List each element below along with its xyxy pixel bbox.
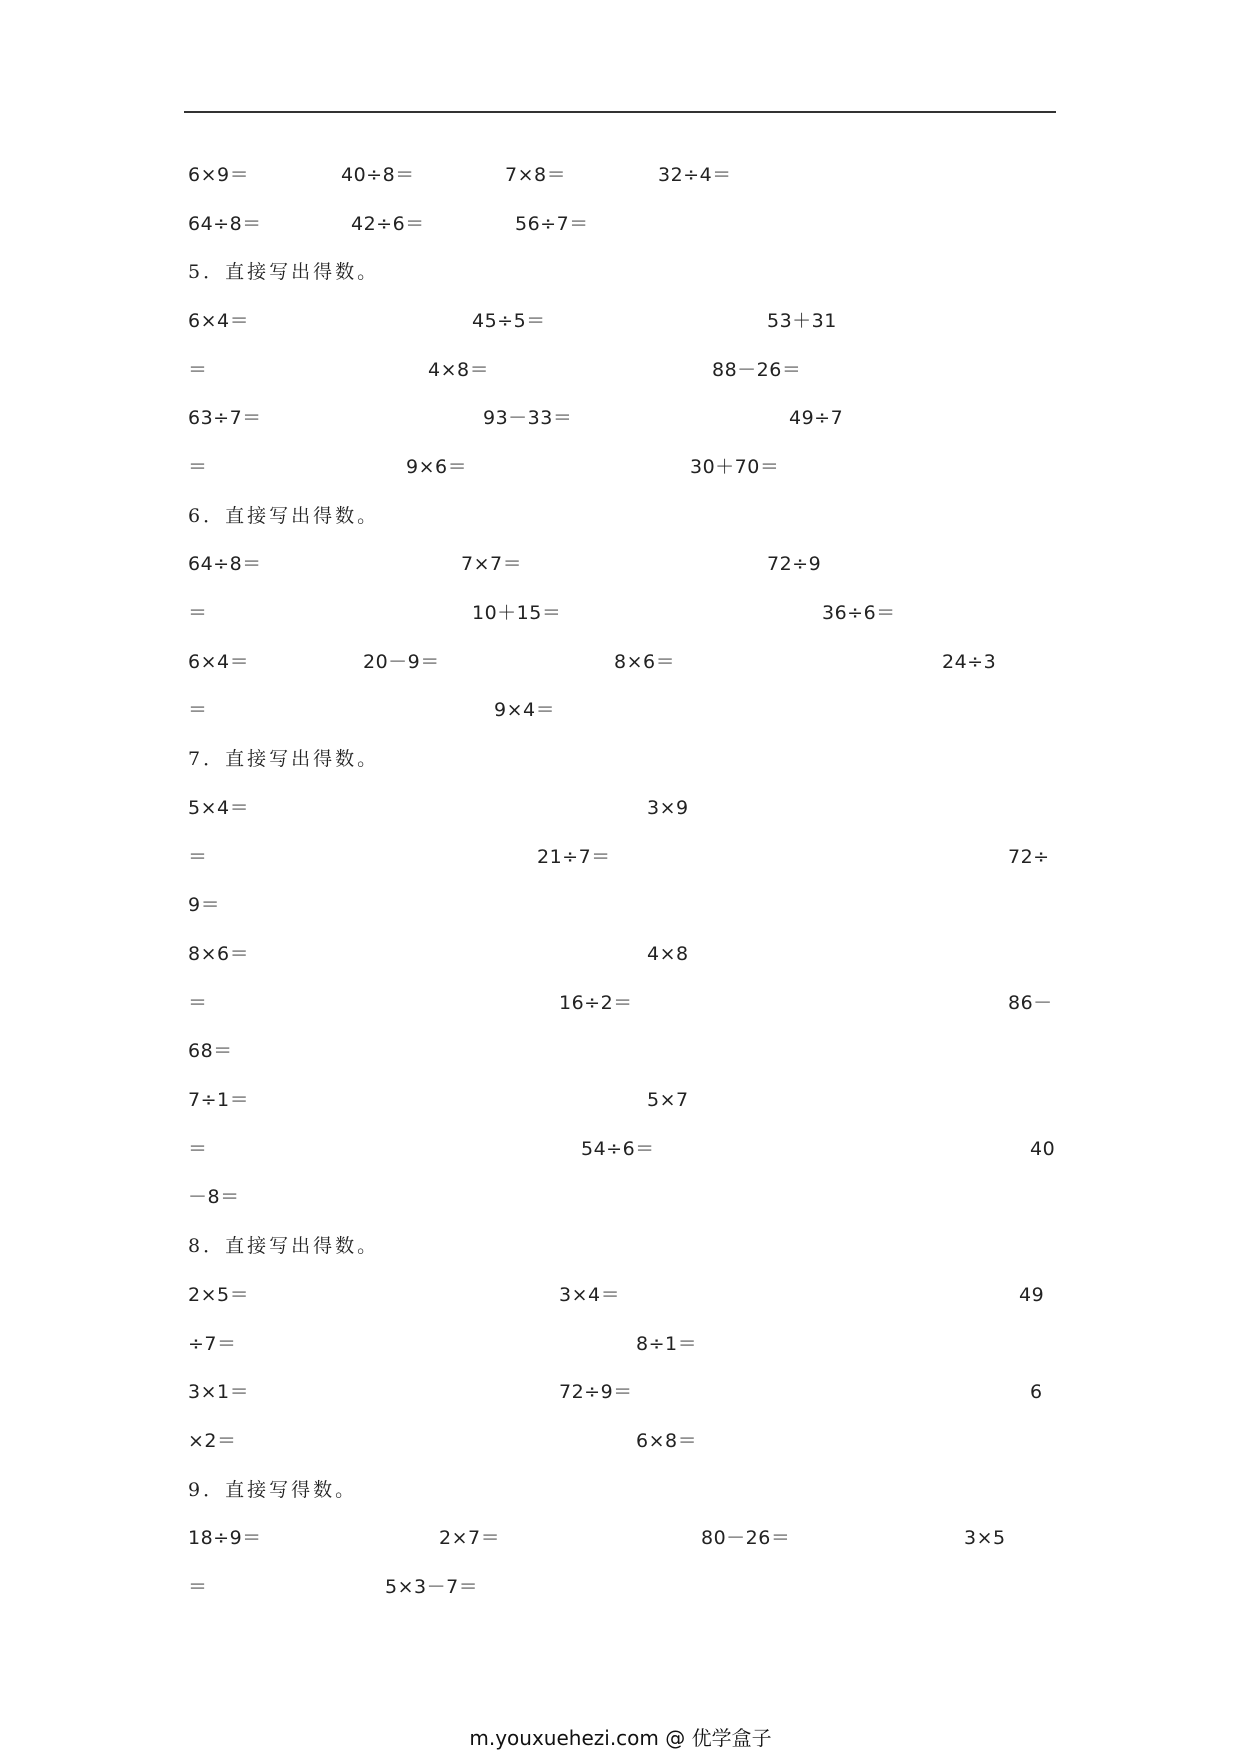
problem: 4×8 xyxy=(647,943,689,965)
problem: 7÷1＝ xyxy=(188,1089,250,1111)
problem: 5×4＝ xyxy=(188,797,250,819)
problem: ＝ xyxy=(188,992,208,1014)
problem: 7×7＝ xyxy=(461,553,523,575)
problem: 30＋70＝ xyxy=(690,456,780,478)
problem: 49 xyxy=(1019,1284,1045,1306)
problem: 5×7 xyxy=(647,1089,689,1111)
problem: 24÷3 xyxy=(942,651,997,673)
problem: 6×9＝ xyxy=(188,164,250,186)
problem: 16÷2＝ xyxy=(559,992,633,1014)
problem: ＝ xyxy=(188,359,208,381)
problem: 3×9 xyxy=(647,797,689,819)
problem: 3×1＝ xyxy=(188,1381,250,1403)
problem: 21÷7＝ xyxy=(537,846,611,868)
problem: 80－26＝ xyxy=(701,1527,791,1549)
problem: 54÷6＝ xyxy=(581,1138,655,1160)
problem: 6 xyxy=(1030,1381,1043,1403)
problem: 20－9＝ xyxy=(363,651,440,673)
problem: 8÷1＝ xyxy=(636,1333,698,1355)
problem: ＝ xyxy=(188,699,208,721)
problem: 72÷9＝ xyxy=(559,1381,633,1403)
problem: 8×6＝ xyxy=(188,943,250,965)
problem: 88－26＝ xyxy=(712,359,802,381)
problem: ×2＝ xyxy=(188,1430,237,1452)
question-heading: 9．直接写得数。 xyxy=(188,1479,358,1501)
problem: 9×4＝ xyxy=(494,699,556,721)
header-rule xyxy=(184,111,1056,113)
question-heading: 7．直接写出得数。 xyxy=(188,748,380,770)
problem: 6×8＝ xyxy=(636,1430,698,1452)
problem: ＝ xyxy=(188,456,208,478)
problem: 2×7＝ xyxy=(439,1527,501,1549)
problem: 72÷9 xyxy=(767,553,822,575)
question-heading: 5．直接写出得数。 xyxy=(188,261,380,283)
problem: 32÷4＝ xyxy=(658,164,732,186)
problem: 68＝ xyxy=(188,1040,233,1062)
problem: 8×6＝ xyxy=(614,651,676,673)
question-heading: 6．直接写出得数。 xyxy=(188,505,380,527)
problem: 53＋31 xyxy=(767,310,837,332)
problem: 63÷7＝ xyxy=(188,407,262,429)
problem: ＝ xyxy=(188,602,208,624)
problem: 86－ xyxy=(1008,992,1053,1014)
problem: 45÷5＝ xyxy=(472,310,546,332)
problem: 2×5＝ xyxy=(188,1284,250,1306)
problem: 56÷7＝ xyxy=(515,213,589,235)
problem: ＝ xyxy=(188,846,208,868)
problem: 5×3－7＝ xyxy=(385,1576,479,1598)
question-heading: 8．直接写出得数。 xyxy=(188,1235,380,1257)
problem: ＝ xyxy=(188,1138,208,1160)
problem: 36÷6＝ xyxy=(822,602,896,624)
problem: 72÷ xyxy=(1008,846,1050,868)
problem: 64÷8＝ xyxy=(188,553,262,575)
footer-watermark: m.youxuehezi.com @ 优学盒子 xyxy=(469,1726,772,1750)
problem: －8＝ xyxy=(188,1186,240,1208)
problem: 3×5 xyxy=(964,1527,1006,1549)
problem: 40÷8＝ xyxy=(341,164,415,186)
problem: 3×4＝ xyxy=(559,1284,621,1306)
problem: ÷7＝ xyxy=(188,1333,237,1355)
problem: 6×4＝ xyxy=(188,651,250,673)
problem: 10＋15＝ xyxy=(472,602,562,624)
problem: ＝ xyxy=(188,1576,208,1598)
problem: 40 xyxy=(1030,1138,1056,1160)
problem: 18÷9＝ xyxy=(188,1527,262,1549)
problem: 7×8＝ xyxy=(505,164,567,186)
problem: 64÷8＝ xyxy=(188,213,262,235)
problem: 9＝ xyxy=(188,894,221,916)
problem: 93－33＝ xyxy=(483,407,573,429)
problem: 6×4＝ xyxy=(188,310,250,332)
problem: 42÷6＝ xyxy=(351,213,425,235)
problem: 9×6＝ xyxy=(406,456,468,478)
problem: 4×8＝ xyxy=(428,359,490,381)
problem: 49÷7 xyxy=(789,407,844,429)
